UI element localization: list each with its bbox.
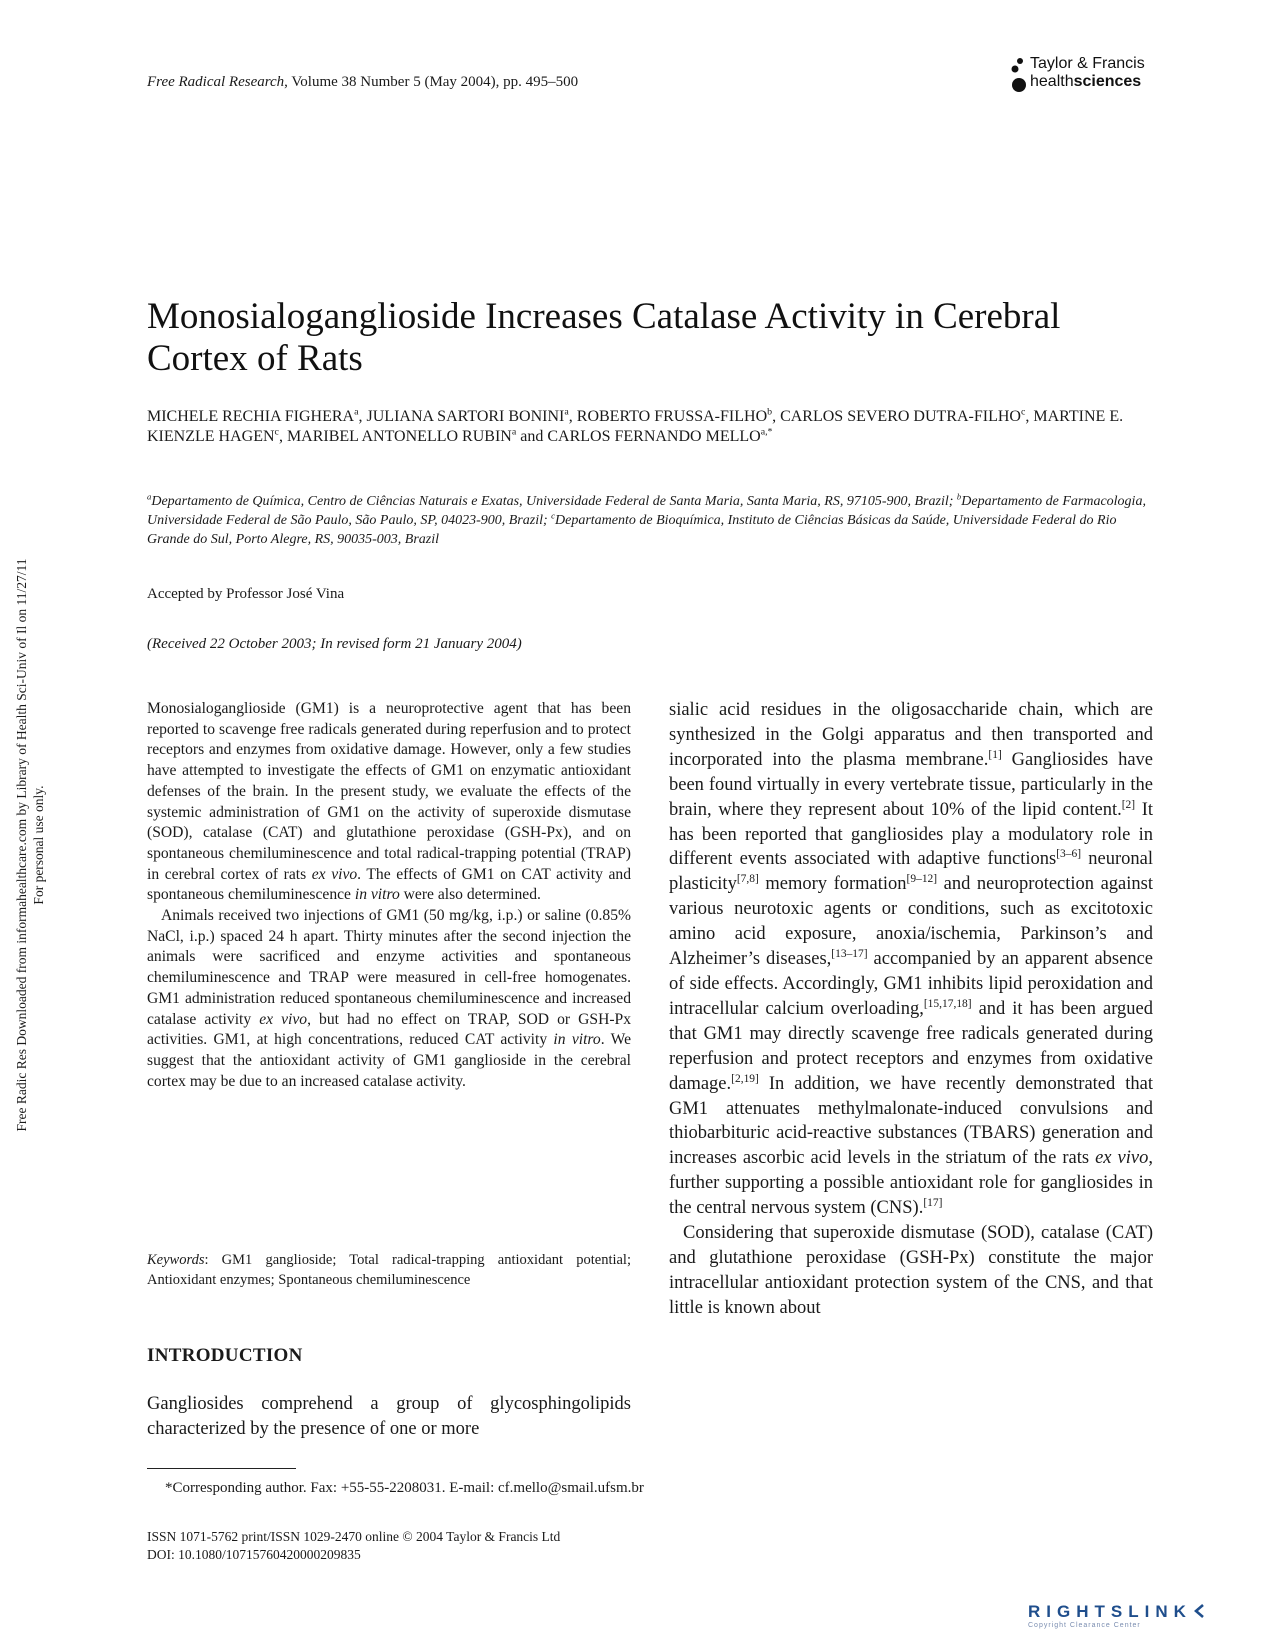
intro-column-right [669,698,1153,1321]
corresponding-author-footnote: *Corresponding author. Fax: +55-55-2208031. E-mail: cf.mello@smail.ufsm.br [165,1480,644,1496]
journal-name: Free Radical Research [147,74,285,90]
intro-paragraph-left: Gangliosides comprehend a group of glycosphingolipids characterized by the presence of one or more [147,1394,631,1439]
article-title: Monosialoganglioside Increases Catalase Activity in Cerebral Cortex of Rats [147,296,1061,379]
intro-paragraph: sialic acid residues in the oligosaccharide chain, which are synthesized in the Golgi apparatus and then transported and incorporated into the plasma membrane.[1] Gangliosides have been found virtually in every vertebrate tissue, particularly in the brain, where they represent about 10% of the lipid content.[2] It has been reported that gangliosides play a modulatory role in different events associated with adaptive functions[3–6] neuronal plasticity[7,8] memory formation[9–12] and neuroprotection against various neurotoxic agents or conditions, such as excitotoxic amino acid exposure, anoxia/ischemia, Parkinson’s and Alzheimer’s diseases,[13–17] accompanied by an apparent absence of side effects. Accordingly, GM1 inhibits lipid peroxidation and intracellular calcium overloading,[15,17,18] and it has been argued that GM1 may directly scavenge free radicals generated during reperfusion and protect receptors and enzymes from oxidative damage.[2,19] In addition, we have recently demonstrated that GM1 attenuates methylmalonate-induced convulsions and thiobarbituric acid-reactive substances (TBARS) generation and increases ascorbic acid levels in the striatum of the rats ex vivo, further supporting a possible antioxidant role for gangliosides in the central nervous system (CNS).[17] [669,700,1153,1219]
rightslink-logo [1028,1602,1206,1629]
publisher-logo [1008,55,1158,97]
abstract-paragraph: Monosialoganglioside (GM1) is a neuroprotective agent that has been reported to scavenge free radicals generated during reperfusion and to protect receptors and enzymes from oxidative damage. However, only a few studies have attempted to investigate the effects of GM1 on enzymatic antioxidant defenses of the brain. In the present study, we evaluate the effects of the systemic administration of GM1 on the activity of superoxide dismutase (SOD), catalase (CAT) and glutathione peroxidase (GSH-Px), and on spontaneous chemiluminescence and total radical-trapping potential (TRAP) in cerebral cortex of rats ex vivo. The effects of GM1 on CAT activity and spontaneous chemiluminescence in vitro were also determined. [147,700,631,904]
publisher-logo-icon [1008,57,1028,93]
journal-details: , Volume 38 Number 5 (May 2004), pp. 495–500 [284,74,579,90]
accepted-by: Accepted by Professor José Vina [147,586,345,602]
abstract-paragraph: Animals received two injections of GM1 (50 mg/kg, i.p.) or saline (0.85% NaCl, i.p.) spaced 24 h apart. Thirty minutes after the second injection the animals were sacrificed and enzyme activities and spontaneous chemiluminescence and TRAP were measured in cell-free homogenates. GM1 administration reduced spontaneous chemiluminescence and increased catalase activity ex vivo, but had no effect on TRAP, SOD or GSH-Px activities. GM1, at high concentrations, reduced CAT activity in vitro. We suggest that the antioxidant activity of GM1 ganglioside in the cerebral cortex may be due to an increased catalase activity. [147,907,632,1090]
rightslink-arrow-icon [1192,1603,1206,1619]
journal-citation [147,74,578,91]
download-watermark-line1: Free Radic Res Downloaded from informahealthcare.com by Library of Health Sci-Univ of Il on 11/27/11 [14,558,29,1132]
author: CARLOS SEVERO DUTRA-FILHO$^c$, [780,406,1034,425]
issn: ISSN 1071-5762 print/ISSN 1029-2470 online © 2004 Taylor & Francis Ltd [147,1529,561,1544]
author-list [147,407,1157,447]
affiliations: $^a$Departamento de Química, Centro de Ciências Naturais e Exatas, Universidade Federal de Santa Maria, Santa Maria, RS, 97105-900, Brazil; $^b$Departamento de Farmacologia, Universidade Federal de São Paulo, São Paulo, SP, 04023-900, Brazil; $^c$Departamento de Bioquímica, Instituto de Ciências Básicas da Saúde, Universidade Federal do Rio Grande do Sul, Porto Alegre, RS, 90035-003, Brazil [147,491,1146,547]
section-heading-introduction: INTRODUCTION [147,1345,303,1366]
rightslink-subtitle: Copyright Clearance Center [1028,1622,1141,1629]
keywords: Keywords: GM1 ganglioside; Total radical-trapping antioxidant potential; Antioxidant enzymes; Spontaneous chemiluminescence [147,1252,631,1288]
footnote-divider [147,1468,296,1469]
author: MARIBEL ANTONELLO RUBIN$^a$ and [286,426,548,445]
author: MARTINE E. KIENZLE HAGEN$^c$, [147,408,1124,445]
download-watermark-line2: For personal use only. [31,785,46,905]
author: CARLOS FERNANDO $MELLO^{a,*}$ [547,426,773,445]
doi: DOI: 10.1080/10715760420000209835 [147,1547,361,1562]
author: JULIANA SARTORI BONINI$^a$, [366,406,577,425]
intro-paragraph: Considering that superoxide dismutase (SOD), catalase (CAT) and glutathione peroxidase (GSH-Px) constitute the major intracellular antioxidant protection system of the CNS, and that little is known about [669,1223,1153,1318]
issn-doi [147,1528,560,1564]
download-watermark [0,485,60,1205]
abstract [147,699,631,1092]
rightslink-word: RIGHTSLINK [1028,1602,1192,1621]
author: ROBERTO FRUSSA-FILHO$^b$, [576,406,781,425]
publisher-name: Taylor & Francis [1030,55,1145,72]
author: MICHELE RECHIA FIGHERA$^a$, [147,406,367,425]
publisher-division: healthsciences [1030,73,1142,90]
received-dates: (Received 22 October 2003; In revised form 21 January 2004) [147,636,522,652]
